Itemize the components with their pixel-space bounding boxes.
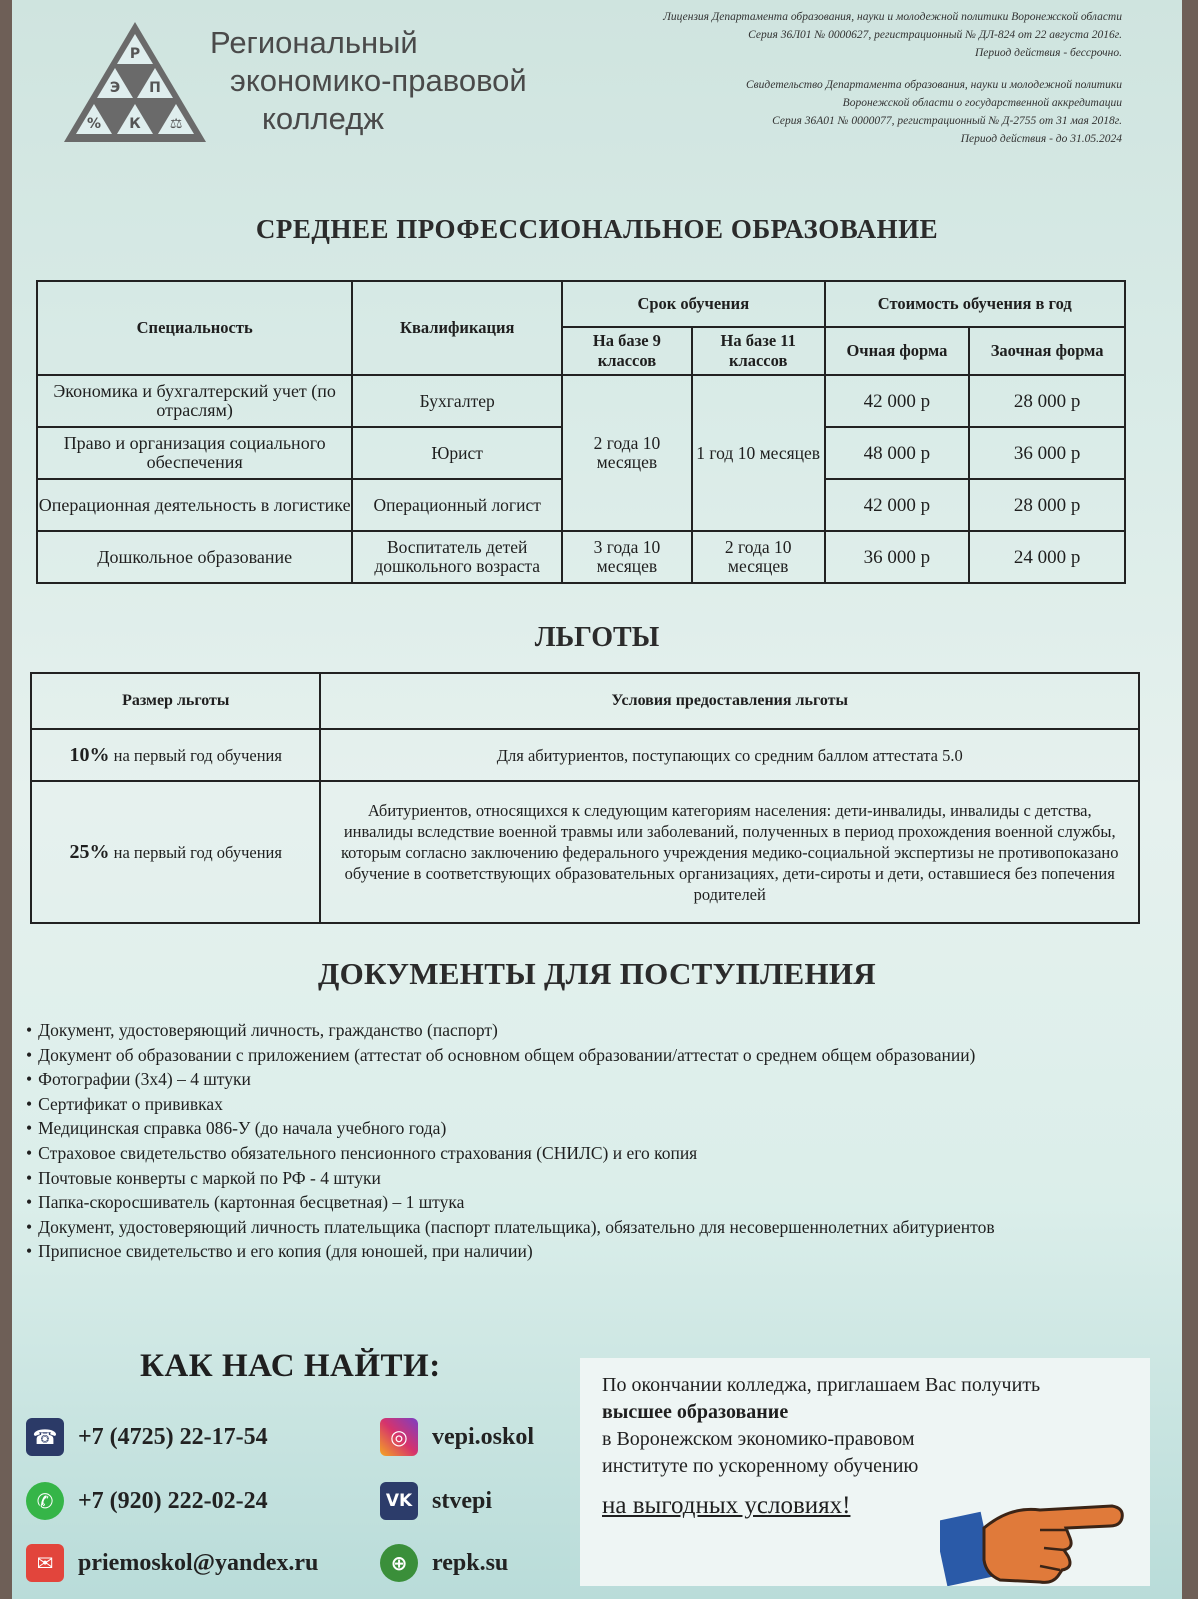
logo-percent: %	[86, 116, 102, 132]
logo-letter-p: П	[149, 80, 161, 96]
vk-text[interactable]: stvepi	[432, 1487, 492, 1514]
logo-scales: ⚖	[169, 116, 183, 132]
promo-box	[580, 1358, 1150, 1586]
programs-table	[36, 280, 1126, 584]
flyer-page	[12, 0, 1182, 1599]
promo-highlight: высшее образование	[602, 1401, 789, 1423]
price-fulltime-cell: 42 000 р	[825, 375, 970, 427]
benefit-label: на первый год обучения	[113, 842, 282, 862]
table-row	[31, 781, 1139, 923]
college-name	[210, 24, 527, 138]
list-item: • Страховое свидетельство обязательного пенсионного страхования (СНИЛС) и его копия	[26, 1141, 995, 1166]
promo-line: По окончании колледжа, приглашаем Вас получить	[602, 1374, 1041, 1396]
specialty-cell: Право и организация социального обеспечения	[37, 427, 352, 479]
duration-base9-cell: 2 года 10 месяцев	[562, 375, 692, 531]
specialty-cell: Экономика и бухгалтерский учет (по отраслям)	[37, 375, 352, 427]
price-parttime-cell: 24 000 р	[969, 531, 1125, 583]
college-name-line: Региональный	[210, 25, 418, 60]
accreditation-line: Период действия - до 31.05.2024	[960, 133, 1122, 145]
specialty-cell: Дошкольное образование	[37, 531, 352, 583]
pyramid-logo-icon	[60, 18, 210, 144]
spo-title: СРЕДНЕЕ ПРОФЕССИОНАЛЬНОЕ ОБРАЗОВАНИЕ	[255, 214, 939, 244]
benefit-size-cell	[31, 781, 320, 923]
documents-list	[26, 1018, 995, 1264]
table-row	[37, 375, 1125, 427]
price-parttime-cell: 36 000 р	[969, 427, 1125, 479]
phone2-text[interactable]: +7 (920) 222-02-24	[78, 1487, 268, 1514]
college-name-line: колледж	[262, 101, 385, 136]
benefit-condition-cell: Абитуриентов, относящихся к следующим категориям населения: дети-инвалиды, инвалиды с детства, инвалиды вследствие военной травмы или заболеваний, полученных в период прохождения военной службы, которым согласно заключению федерального учреждения медико-социальной экспертизы не противопоказано обучение в соответствующих образовательных организациях, дети-сироты и дети, оставшиеся без попечения родителей	[320, 781, 1139, 923]
college-name-line: экономико-правовой	[230, 63, 527, 98]
duration-base11-cell: 2 года 10 месяцев	[692, 531, 825, 583]
list-item: • Папка-скоросшиватель (картонная бесцветная) – 1 штука	[26, 1190, 995, 1215]
col-specialty: Специальность	[37, 281, 352, 375]
license-info	[522, 8, 1122, 148]
price-parttime-cell: 28 000 р	[969, 375, 1125, 427]
benefit-condition-cell: Для абитуриентов, поступающих со средним баллом аттестата 5.0	[320, 729, 1139, 781]
promo-line: в Воронежском экономико-правовом	[602, 1428, 915, 1450]
col-fulltime: Очная форма	[825, 327, 970, 375]
benefit-label: на первый год обучения	[113, 745, 282, 765]
col-benefit-conditions: Условия предоставления льготы	[320, 673, 1139, 729]
contact-phone2[interactable]	[26, 1482, 268, 1520]
benefits-title: ЛЬГОТЫ	[534, 622, 660, 653]
benefits-table	[30, 672, 1140, 924]
college-logo	[60, 18, 600, 148]
site-text[interactable]: repk.su	[432, 1549, 509, 1576]
col-base11: На базе 11 классов	[692, 327, 825, 375]
license-line: Серия 36Л01 № 0000627, регистрационный № ДЛ-824 от 22 августа 2016г.	[748, 29, 1122, 41]
qualification-cell: Операционный логист	[352, 479, 562, 531]
qualification-cell: Воспитатель детей дошкольного возраста	[352, 531, 562, 583]
phone-icon: ☎	[26, 1418, 64, 1456]
instagram-icon: ◎	[380, 1418, 418, 1456]
col-base9: На базе 9 классов	[562, 327, 692, 375]
phone1-text[interactable]: +7 (4725) 22-17-54	[78, 1423, 268, 1450]
contacts-title: КАК НАС НАЙТИ:	[140, 1348, 441, 1384]
price-fulltime-cell: 36 000 р	[825, 531, 970, 583]
benefit-percent: 10%	[69, 743, 110, 766]
logo-letter-k: К	[129, 116, 141, 132]
list-item: • Документ, удостоверяющий личность плательщика (паспорт плательщика), обязательно для несовершеннолетних абитуриентов	[26, 1215, 995, 1240]
contact-phone1[interactable]	[26, 1418, 268, 1456]
license-line: Лицензия Департамента образования, науки и молодежной политики Воронежской области	[663, 11, 1122, 23]
specialty-cell: Операционная деятельность в логистике	[37, 479, 352, 531]
pointing-hand-icon	[940, 1476, 1130, 1586]
logo-letter-e: Э	[109, 80, 121, 96]
duration-base9-cell: 3 года 10 месяцев	[562, 531, 692, 583]
globe-icon: ⊕	[380, 1544, 418, 1582]
license-line: Период действия - бессрочно.	[974, 47, 1122, 59]
mail-icon: ✉	[26, 1544, 64, 1582]
accreditation-line: Серия 36А01 № 0000077, регистрационный № Д-2755 от 31 мая 2018г.	[772, 115, 1122, 127]
col-qualification: Квалификация	[352, 281, 562, 375]
table-row	[37, 531, 1125, 583]
list-item: • Документ, удостоверяющий личность, гражданство (паспорт)	[26, 1018, 995, 1043]
col-parttime: Заочная форма	[969, 327, 1125, 375]
email-text[interactable]: priemoskol@yandex.ru	[78, 1549, 319, 1576]
col-benefit-size: Размер льготы	[31, 673, 320, 729]
contact-site[interactable]	[380, 1544, 508, 1582]
contact-email[interactable]	[26, 1544, 318, 1582]
list-item: • Фотографии (3х4) – 4 штуки	[26, 1067, 995, 1092]
price-fulltime-cell: 42 000 р	[825, 479, 970, 531]
accreditation-line: Воронежской области о государственной аккредитации	[842, 97, 1122, 109]
list-item: • Приписное свидетельство и его копия (для юношей, при наличии)	[26, 1239, 995, 1264]
contact-vk[interactable]	[380, 1482, 492, 1520]
benefit-size-cell	[31, 729, 320, 781]
qualification-cell: Юрист	[352, 427, 562, 479]
price-parttime-cell: 28 000 р	[969, 479, 1125, 531]
logo-letter-r: Р	[129, 46, 141, 62]
list-item: • Документ об образовании с приложением (аттестат об основном общем образовании/аттестат о среднем общем образовании)	[26, 1043, 995, 1068]
accreditation-line: Свидетельство Департамента образования, науки и молодежной политики	[746, 79, 1122, 91]
promo-link[interactable]: на выгодных условиях!	[602, 1492, 851, 1519]
vk-icon: VK	[380, 1482, 418, 1520]
list-item: • Сертификат о прививках	[26, 1092, 995, 1117]
list-item: • Медицинская справка 086-У (до начала учебного года)	[26, 1116, 995, 1141]
documents-title: ДОКУМЕНТЫ ДЛЯ ПОСТУПЛЕНИЯ	[318, 956, 876, 991]
promo-line: институте по ускоренному обучению	[602, 1455, 919, 1477]
qualification-cell: Бухгалтер	[352, 375, 562, 427]
whatsapp-icon: ✆	[26, 1482, 64, 1520]
instagram-text[interactable]: vepi.oskol	[432, 1423, 535, 1450]
col-cost: Стоимость обучения в год	[825, 281, 1125, 327]
col-duration: Срок обучения	[562, 281, 825, 327]
duration-base11-cell: 1 год 10 месяцев	[692, 375, 825, 531]
contact-instagram[interactable]	[380, 1418, 534, 1456]
benefit-percent: 25%	[69, 840, 110, 863]
list-item: • Почтовые конверты с маркой по РФ - 4 штуки	[26, 1166, 995, 1191]
table-row	[31, 729, 1139, 781]
price-fulltime-cell: 48 000 р	[825, 427, 970, 479]
